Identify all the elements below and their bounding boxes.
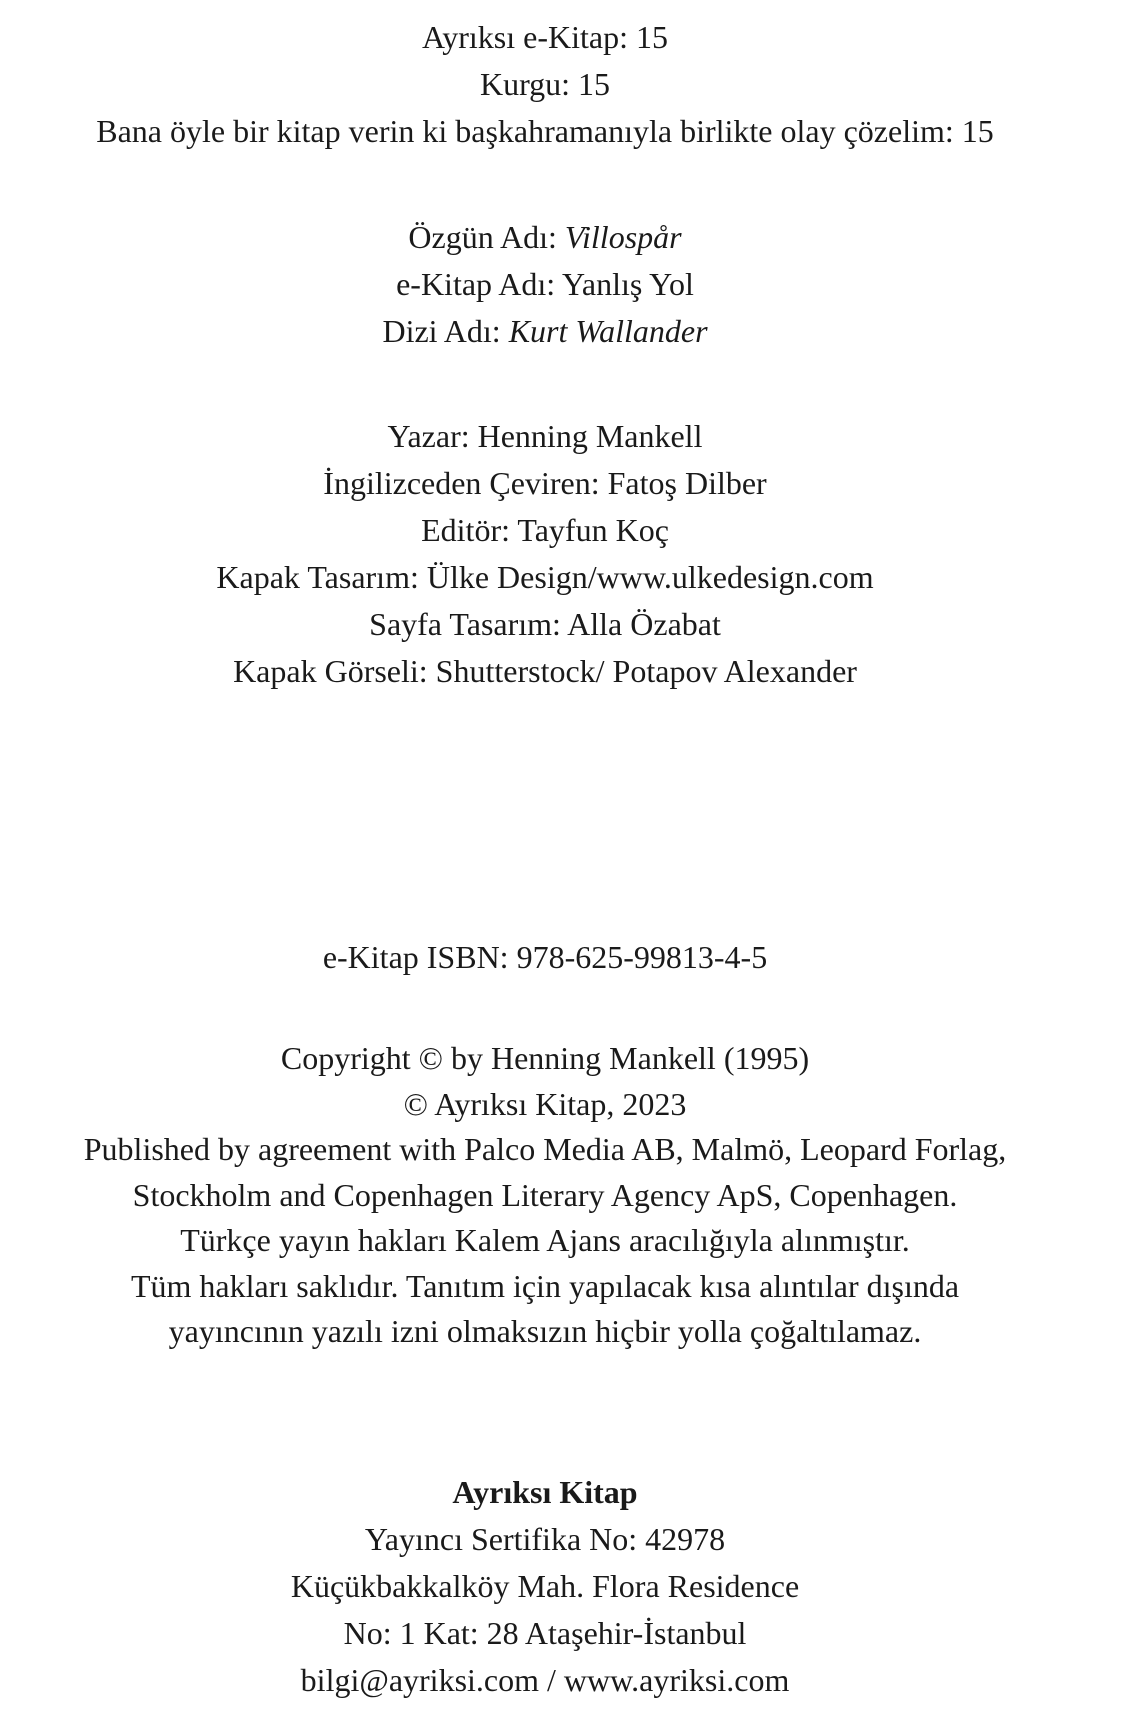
copyright-line: Copyright © by Henning Mankell (1995) — [280, 1040, 810, 1076]
original-title-value: Villospår — [564, 219, 682, 255]
cover-image-credit: Kapak Görseli: Shutterstock/ Potapov Alexander — [233, 653, 857, 689]
author-credit: Yazar: Henning Mankell — [387, 418, 703, 454]
publisher-info — [0, 1469, 1090, 1704]
credits — [0, 413, 1090, 695]
copyright-line: © Ayrıksı Kitap, 2023 — [403, 1085, 687, 1122]
copyright-line: Türkçe yayın hakları Kalem Ajans aracılığıyla alınmıştır. — [180, 1222, 910, 1258]
publisher-contact: bilgi@ayriksi.com / www.ayriksi.com — [300, 1662, 790, 1698]
title-info — [0, 214, 1090, 355]
ebook-series-number: Ayrıksı e-Kitap: 15 — [422, 19, 668, 55]
series-name — [0, 308, 1090, 355]
copyright-line: yayıncının yazılı izni olmaksızın hiçbir yolla çoğaltılamaz. — [168, 1313, 922, 1349]
subseries-number: Bana öyle bir kitap verin ki başkahramanıyla birlikte olay çözelim: 15 — [96, 113, 994, 149]
copyright-line: Published by agreement with Palco Media AB, Malmö, Leopard Forlag, — [83, 1131, 1007, 1167]
copyright-notice — [0, 1036, 1090, 1355]
copyright-line: Stockholm and Copenhagen Literary Agency ApS, Copenhagen. — [132, 1176, 958, 1213]
original-title-label: Özgün Adı: — [408, 219, 557, 255]
fiction-series-number: Kurgu: 15 — [479, 66, 611, 102]
publisher-certificate: Yayıncı Sertifika No: 42978 — [364, 1521, 726, 1557]
publisher-address: No: 1 Kat: 28 Ataşehir-İstanbul — [343, 1615, 747, 1651]
ebook-title: e-Kitap Adı: Yanlış Yol — [396, 266, 694, 302]
translator-credit: İngilizceden Çeviren: Fatoş Dilber — [323, 465, 767, 501]
copyright-line: Tüm hakları saklıdır. Tanıtım için yapılacak kısa alıntılar dışında — [130, 1267, 960, 1304]
series-info — [0, 14, 1090, 155]
publisher-address: Küçükbakkalköy Mah. Flora Residence — [290, 1568, 800, 1604]
series-name-value: Kurt Wallander — [508, 313, 708, 349]
cover-design-credit: Kapak Tasarım: Ülke Design/www.ulkedesign.com — [216, 559, 874, 595]
publisher-name: Ayrıksı Kitap — [452, 1474, 638, 1510]
editor-credit: Editör: Tayfun Koç — [421, 512, 669, 548]
isbn-number: e-Kitap ISBN: 978-625-99813-4-5 — [322, 939, 768, 975]
page-design-credit: Sayfa Tasarım: Alla Özabat — [369, 606, 721, 642]
isbn-info — [0, 934, 1090, 981]
series-name-label: Dizi Adı: — [382, 313, 501, 349]
original-title — [0, 214, 1090, 261]
